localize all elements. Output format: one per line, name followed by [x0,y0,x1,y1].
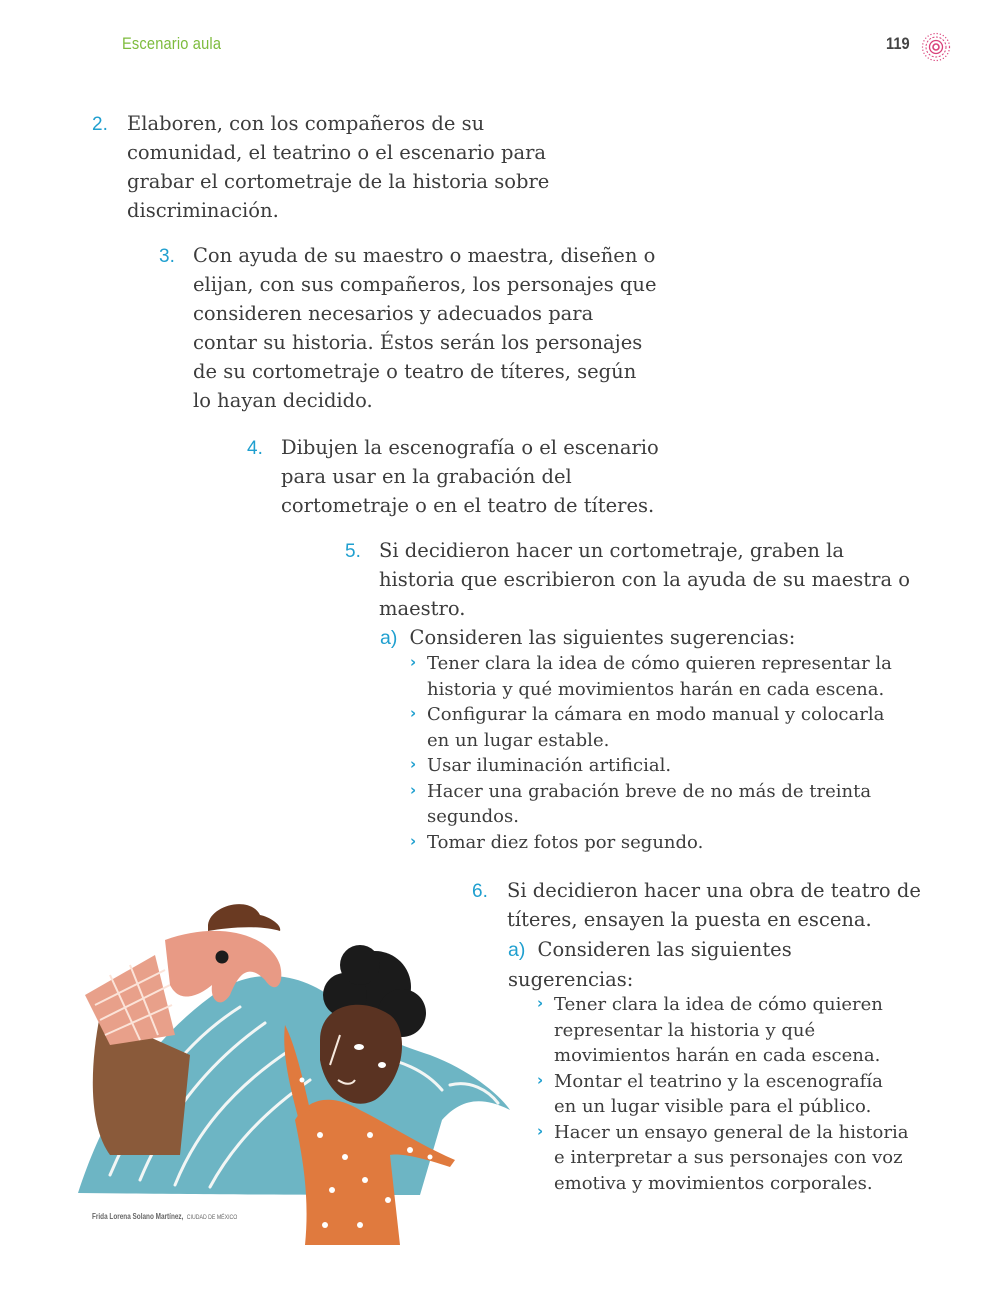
step-text: Con ayuda de su maestro o maestra, diseñen o elijan, con sus compañeros, los personajes que consideren necesarios y adecuados para contar su historia. Éstos serán los personajes de su cortometraje o teatro de títeres, según lo hayan decidido. [193,244,657,412]
page-number: 119 [886,34,910,53]
sub-letter: a) [508,939,526,961]
list-item: › Tomar diez fotos por segundo. [410,830,895,856]
step-number: 4. [247,438,263,459]
sub-text: Consideren las siguientes sugerencias: [409,626,796,649]
credit-place: CIUDAD DE MÉXICO [186,1214,238,1221]
list-item: › Usar iluminación artificial. [410,753,895,779]
sub-item-a [380,623,900,653]
list-item: › Tener clara la idea de cómo quieren representar la historia y qué movimientos harán en cada escena. [537,992,909,1069]
step-text: Si decidieron hacer una obra de teatro de títeres, ensayen la puesta en escena. [507,879,921,931]
sub-item-a [508,935,808,994]
suggestion-list [410,651,895,855]
section-title: Escenario aula [122,34,222,53]
credit-name: Frida Lorena Solano Martínez, [92,1212,184,1221]
step-number: 3. [159,246,175,267]
step-text: Elaboren, con los compañeros de su comunidad, el teatrino o el escenario para grabar el cortometraje de la historia sobre discriminación. [127,112,550,222]
list-item: › Configurar la cámara en modo manual y colocarla en un lugar estable. [410,702,895,753]
sub-text: Consideren las siguientes sugerencias: [508,938,792,991]
list-item: › Hacer una grabación breve de no más de treinta segundos. [410,779,895,830]
step-text: Dibujen la escenografía o el escenario para usar en la grabación del cortometraje o en el teatro de títeres. [281,436,659,517]
step-number: 2. [92,114,108,135]
step-number: 5. [345,541,361,562]
illustration-credit [92,1212,237,1221]
sun-icon [920,31,952,63]
list-item: › Hacer un ensayo general de la historia e interpretar a sus personajes con voz emotiva y movimientos corporales. [537,1120,909,1197]
suggestion-list [537,992,909,1196]
sub-letter: a) [380,627,398,649]
puppets-illustration [70,895,530,1255]
list-item: › Tener clara la idea de cómo quieren representar la historia y qué movimientos harán en cada escena. [410,651,895,702]
step-text: Si decidieron hacer un cortometraje, graben la historia que escribieron con la ayuda de su maestra o maestro. [379,539,911,620]
list-item: › Montar el teatrino y la escenografía en un lugar visible para el público. [537,1069,909,1120]
step-number: 6. [472,881,488,902]
